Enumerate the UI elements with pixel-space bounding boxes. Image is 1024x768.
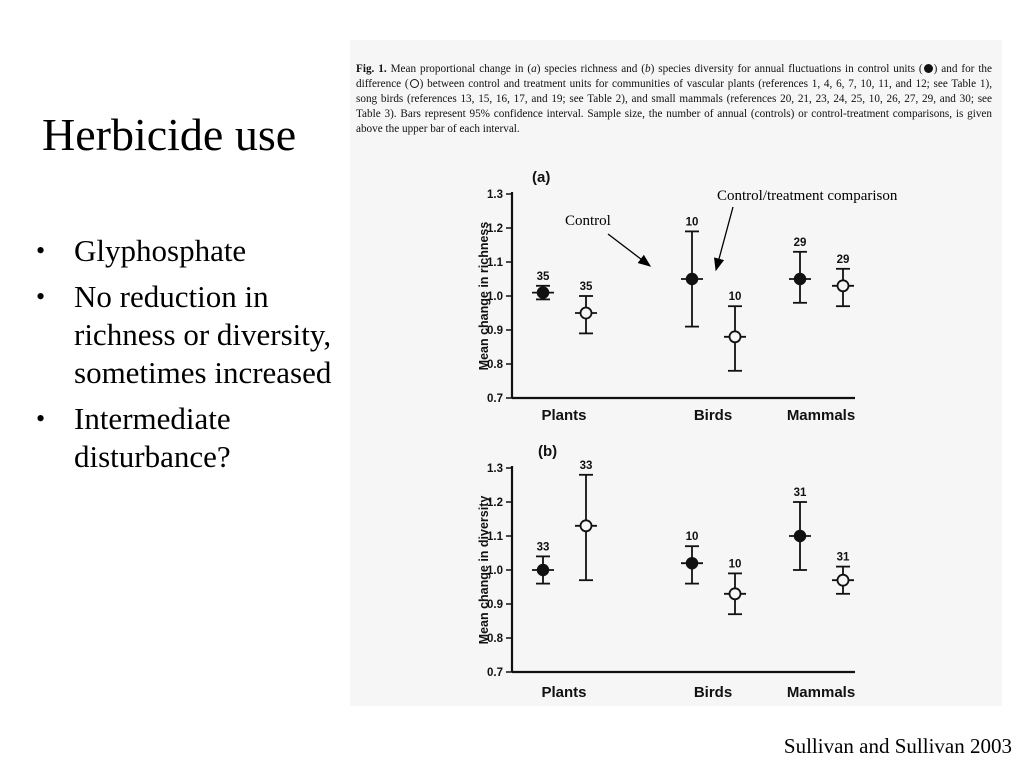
bullet-text: Glyphosphate <box>74 233 247 268</box>
y-axis-label: Mean change in richness <box>477 221 491 371</box>
x-category-label: Plants <box>541 684 587 701</box>
x-category-label: Mammals <box>786 407 856 424</box>
y-tick-label: 1.0 <box>487 565 503 577</box>
x-category-label: Birds <box>693 684 733 701</box>
y-tick-label: 0.8 <box>487 633 503 645</box>
panel-label: (b) <box>538 443 558 460</box>
y-tick-label: 0.7 <box>487 667 503 679</box>
comparison-point <box>838 575 849 586</box>
y-tick-label: 1.1 <box>487 257 503 269</box>
bullet-list <box>32 232 332 484</box>
control-point <box>687 558 698 569</box>
sample-size-label: 29 <box>836 253 850 266</box>
diversity-chart <box>470 440 870 704</box>
x-category-label: Birds <box>693 407 733 424</box>
control-point <box>538 287 549 298</box>
sample-size-label: 35 <box>536 270 550 283</box>
comparison-point <box>730 588 741 599</box>
bullet-item <box>32 232 332 270</box>
comparison-point <box>581 308 592 319</box>
sample-size-label: 31 <box>793 487 807 499</box>
control-point <box>795 274 806 285</box>
y-tick-label: 0.9 <box>487 599 503 611</box>
caption-text: Mean proportional change in ( <box>390 63 532 75</box>
richness-chart <box>470 168 870 430</box>
sample-size-label: 10 <box>685 531 699 544</box>
open-circle-icon <box>410 79 419 88</box>
caption-italic: b <box>645 63 651 75</box>
bullet-item <box>32 400 332 476</box>
x-category-label: Mammals <box>786 684 856 701</box>
sample-size-label: 10 <box>728 291 742 304</box>
x-category-label: Plants <box>541 407 587 424</box>
y-tick-label: 1.3 <box>487 189 503 201</box>
sample-size-label: 31 <box>836 551 850 564</box>
bullet-text: Intermediate disturbance? <box>74 401 231 474</box>
bullet-dot: • <box>36 282 46 311</box>
y-tick-label: 0.8 <box>487 359 503 371</box>
control-point <box>687 274 698 285</box>
comparison-annotation: Control/treatment comparison <box>717 188 898 204</box>
comparison-point <box>838 280 849 291</box>
figure-caption <box>356 62 992 137</box>
sample-size-label: 33 <box>579 459 593 472</box>
sample-size-label: 10 <box>728 558 742 571</box>
y-tick-label: 1.3 <box>487 463 503 475</box>
y-tick-label: 0.7 <box>487 393 503 405</box>
panel-label: (a) <box>532 169 551 186</box>
y-axis-label: Mean change in diversity <box>477 495 491 645</box>
bullet-dot: • <box>36 236 46 265</box>
control-point <box>538 565 549 576</box>
caption-text: ) between control and treatment units for communities of vascular plants (references 1, 4, 6, 7, 10, 11, and 12; see Table 1), song birds (references 13, 15, 16, 17, and 19; see Table 2), and small mammals (references 20, 21, 23, 24, 25, 10, 26, 27, 29, and 30; see Table 3). Bars represent 95% confidence interval. Sample size, the number of annual (controls) or control-treatment comparisons, is given above the upper bar of each interval. <box>356 78 993 135</box>
caption-text: ) species diversity for annual fluctuations in control units ( <box>650 63 923 75</box>
source-citation: Sullivan and Sullivan 2003 <box>783 734 1012 758</box>
bullet-item <box>32 278 332 392</box>
sample-size-label: 10 <box>685 216 699 229</box>
bullet-text: No reduction in richness or diversity, sometimes increased <box>74 279 332 390</box>
caption-italic: a <box>531 63 537 75</box>
slide-title: Herbicide use <box>42 109 297 160</box>
comparison-point <box>730 331 741 342</box>
y-tick-label: 1.2 <box>487 497 503 509</box>
sample-size-label: 33 <box>536 541 550 554</box>
sample-size-label: 29 <box>793 236 807 249</box>
y-tick-label: 0.9 <box>487 325 503 337</box>
bullet-dot: • <box>36 404 46 433</box>
y-tick-label: 1.0 <box>487 291 503 303</box>
control-annotation: Control <box>565 213 611 229</box>
control-point <box>795 531 806 542</box>
filled-circle-icon <box>924 64 933 73</box>
comparison-point <box>581 520 592 531</box>
sample-size-label: 35 <box>579 281 593 293</box>
y-tick-label: 1.1 <box>487 531 503 543</box>
y-tick-label: 1.2 <box>487 223 503 235</box>
caption-label: Fig. 1. <box>356 63 387 75</box>
caption-text: ) species richness and ( <box>536 63 646 75</box>
caption-text: ) and for the difference ( <box>356 63 992 90</box>
